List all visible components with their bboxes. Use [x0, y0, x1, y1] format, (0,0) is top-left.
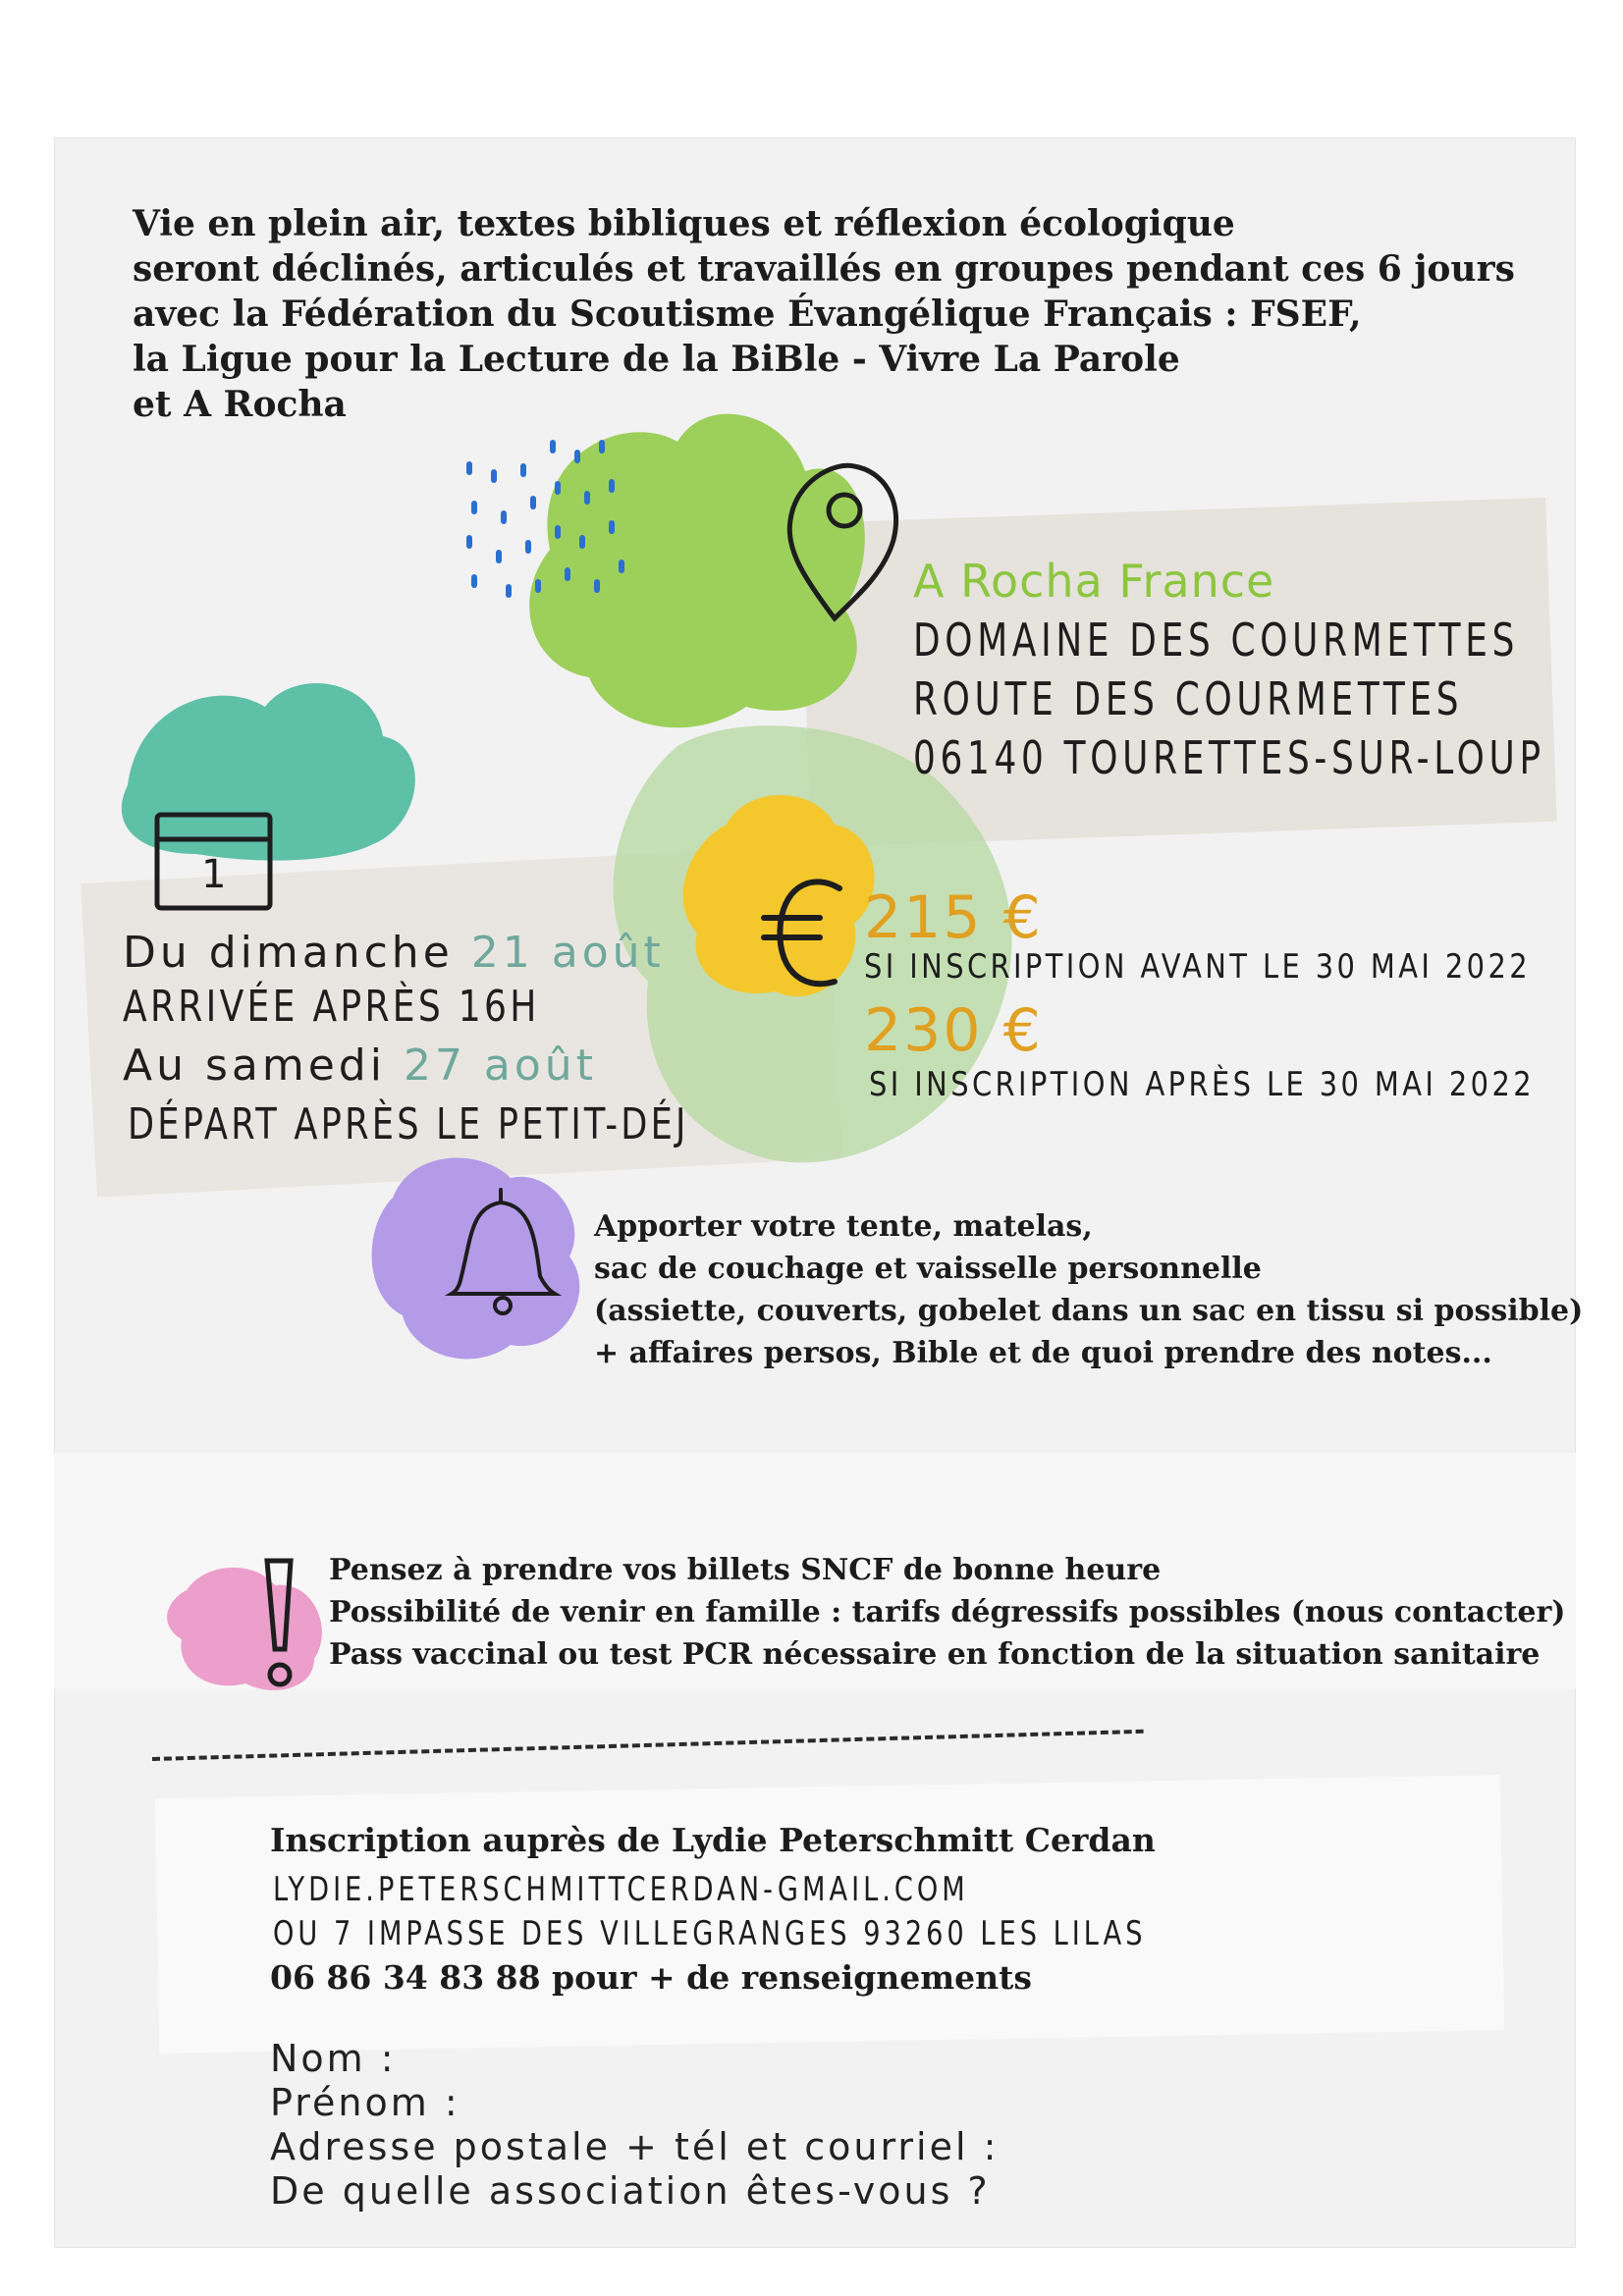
date-departure: DÉPART APRÈS LE PETIT-DÉJ	[128, 1099, 689, 1149]
location-line-2: ROUTE DES COURMETTES	[913, 672, 1464, 725]
contact-heading: Inscription auprès de Lydie Peterschmitt Cerdan	[270, 1821, 1156, 1859]
price-early: 215 €	[864, 883, 1043, 952]
form-field-adresse: Adresse postale + tél et courriel :	[270, 2125, 1000, 2168]
price-late-note: SI INSCRIPTION APRÈS LE 30 MAI 2022	[869, 1065, 1536, 1104]
date-arrival: ARRIVÉE APRÈS 16H	[123, 982, 540, 1032]
date-from-value: 21 août	[470, 928, 665, 978]
pink-blob	[167, 1568, 322, 1690]
intro-line-4: la Ligue pour la Lecture de la BiBle - Vivre La Parole	[133, 339, 1180, 380]
location-line-3: 06140 TOURETTES-SUR-LOUP	[913, 731, 1545, 784]
form-field-nom: Nom :	[270, 2037, 397, 2080]
contact-phone: 06 86 34 83 88 pour + de renseignements	[270, 1958, 1032, 1997]
date-to-row	[123, 1041, 597, 1091]
intro-line-2: seront déclinés, articulés et travaillés en groupes pendant ces 6 jours	[133, 248, 1515, 290]
bring-list	[594, 1205, 1583, 1374]
purple-blob	[372, 1158, 580, 1360]
location-line-1: DOMAINE DES COURMETTES	[913, 614, 1520, 667]
form-field-association: De quelle association êtes-vous ?	[270, 2169, 991, 2213]
notes-line-2: Possibilité de venir en famille : tarifs dégressifs possibles (nous contacter)	[329, 1595, 1566, 1629]
notes-line-1: Pensez à prendre vos billets SNCF de bonne heure	[329, 1553, 1162, 1587]
bring-line-1: Apporter votre tente, matelas,	[594, 1209, 1093, 1244]
contact-email: LYDIE.PETERSCHMITTCERDAN-GMAIL.COM	[273, 1870, 969, 1909]
location-name: A Rocha France	[913, 555, 1275, 608]
contact-address: OU 7 IMPASSE DES VILLEGRANGES 93260 LES LILAS	[273, 1914, 1147, 1953]
intro-line-5: et A Rocha	[133, 384, 347, 425]
form-field-prenom: Prénom :	[270, 2081, 460, 2124]
notes-line-3: Pass vaccinal ou test PCR nécessaire en fonction de la situation sanitaire	[329, 1637, 1541, 1672]
intro-paragraph	[133, 201, 1515, 427]
price-early-note: SI INSCRIPTION AVANT LE 30 MAI 2022	[864, 947, 1532, 987]
calendar-number: 1	[201, 852, 227, 897]
bring-line-3: (assiette, couverts, gobelet dans un sac en tissu si possible)	[594, 1294, 1584, 1328]
date-to-value: 27 août	[403, 1041, 597, 1091]
intro-line-3: avec la Fédération du Scoutisme Évangélique Français : FSEF,	[133, 294, 1362, 335]
intro-line-1: Vie en plein air, textes bibliques et réflexion écologique	[133, 203, 1235, 244]
bring-line-2: sac de couchage et vaisselle personnelle	[594, 1252, 1262, 1286]
price-late: 230 €	[864, 996, 1043, 1065]
bring-line-4: + affaires persos, Bible et de quoi prendre des notes...	[594, 1336, 1492, 1370]
date-from-label: Du dimanche	[123, 928, 454, 978]
date-to-label: Au samedi	[123, 1041, 386, 1091]
notes-list	[329, 1549, 1565, 1676]
date-from-row	[123, 928, 665, 978]
